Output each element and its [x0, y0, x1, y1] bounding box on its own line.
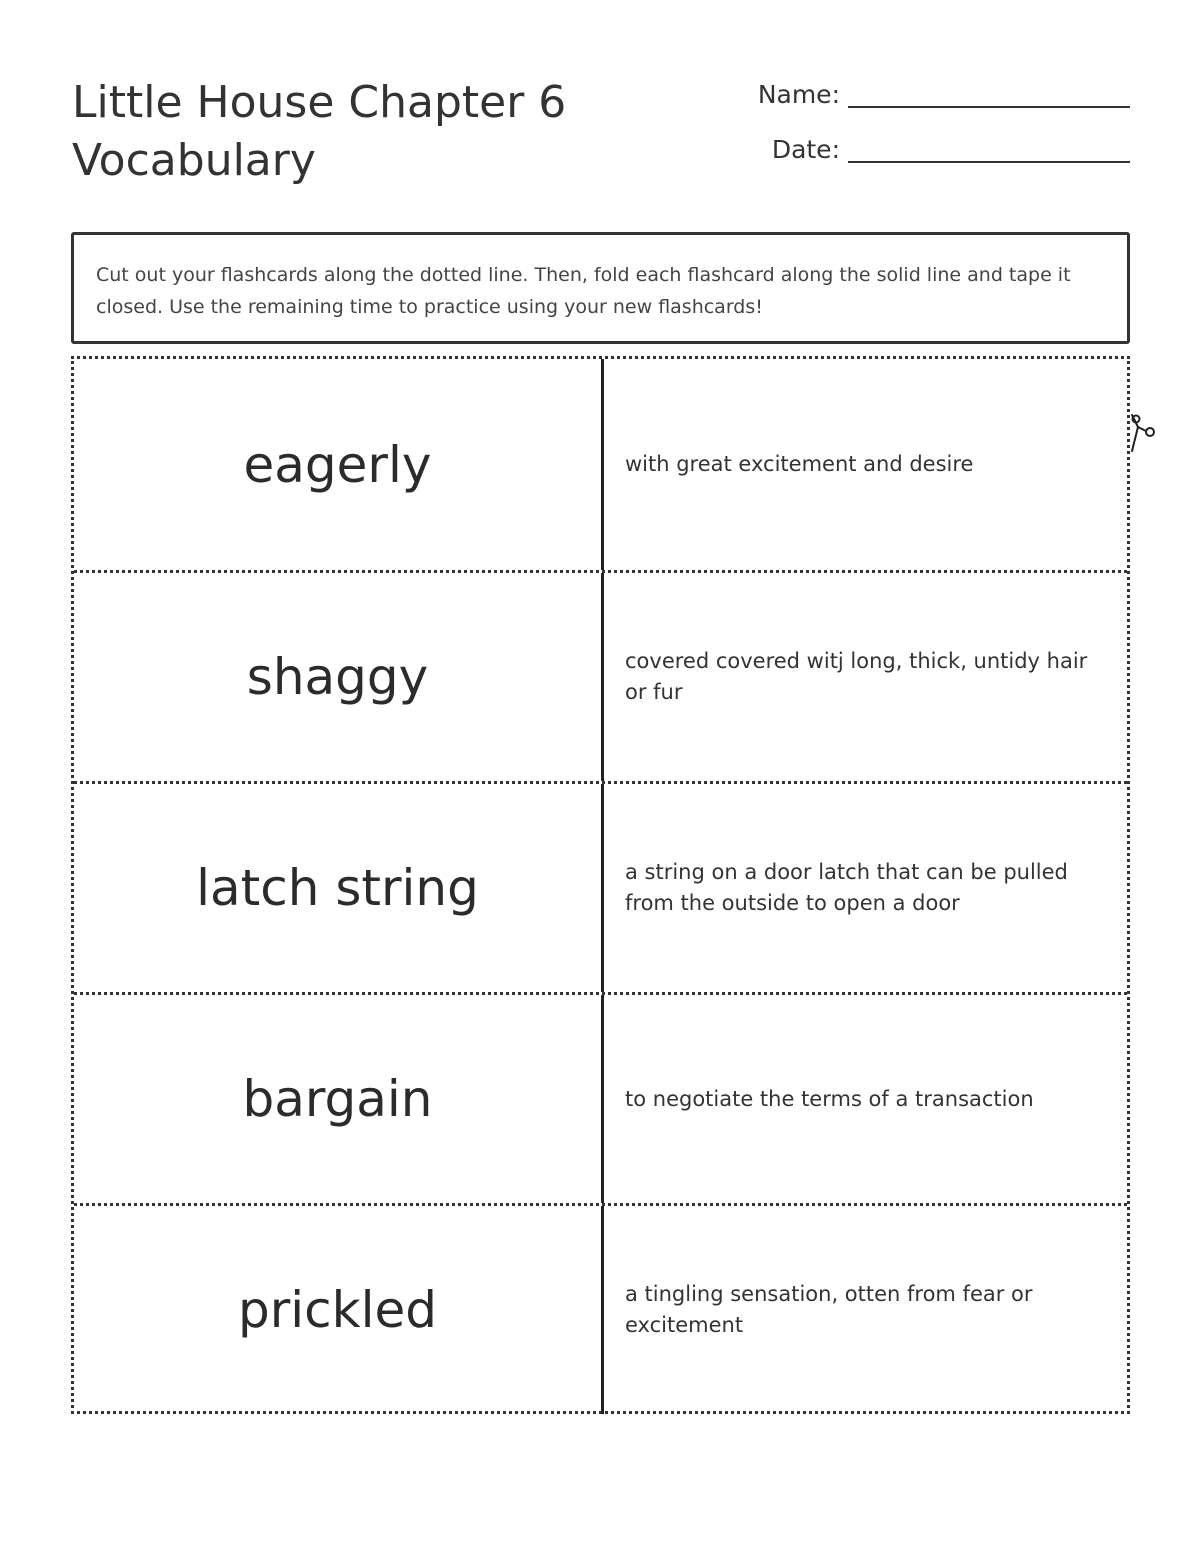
- instructions-box: [71, 232, 1130, 344]
- worksheet-title: [72, 74, 672, 190]
- definition-text: a string on a door latch that can be pulled from the outside to open a door: [625, 860, 1068, 915]
- flashcard-term: prickled: [237, 1281, 438, 1339]
- fold-line: [601, 359, 604, 570]
- definition-text: to negotiate the terms of a transaction: [625, 1086, 1034, 1111]
- flashcard: [74, 1203, 1127, 1414]
- flashcard: [74, 992, 1127, 1203]
- fold-line: [601, 784, 604, 992]
- flashcard-definition: [625, 1206, 1095, 1414]
- flashcard-definition: [625, 995, 1095, 1203]
- flashcard-definition: [625, 359, 1095, 570]
- definition-text: with great excitement and desire: [625, 452, 974, 476]
- scissors-icon: [1124, 413, 1158, 453]
- instructions-text: Cut out your flashcards along the dotted line. Then, fold each flashcard along the solid line and tape it closed. Use the remaining time to practice using your new flashcards!: [96, 264, 1071, 318]
- title-line-2: Vocabulary: [72, 135, 316, 186]
- fold-line: [601, 1206, 604, 1414]
- flashcard: [74, 781, 1127, 992]
- fold-line: [601, 573, 604, 781]
- flashcard-term: bargain: [242, 1070, 433, 1128]
- title-line-1: Little House Chapter 6: [72, 77, 567, 128]
- definition-text: a tingling sensation, otten from fear or excitement: [625, 1282, 1033, 1337]
- flashcard: [74, 359, 1127, 570]
- name-write-line[interactable]: [848, 106, 1130, 108]
- fold-line: [601, 995, 604, 1203]
- date-write-line[interactable]: [848, 161, 1130, 163]
- flashcard: [74, 570, 1127, 781]
- date-label: Date:: [771, 135, 840, 164]
- name-field[interactable]: [758, 80, 1130, 110]
- flashcard-term: eagerly: [243, 435, 432, 494]
- name-label: Name:: [757, 80, 840, 109]
- flashcard-definition: [625, 573, 1095, 781]
- flashcard-grid: [71, 356, 1130, 1414]
- flashcard-definition: [625, 784, 1095, 992]
- definition-text: covered covered witj long, thick, untidy hair or fur: [625, 649, 1088, 704]
- date-field[interactable]: [772, 135, 1130, 165]
- flashcard-term: shaggy: [246, 648, 429, 706]
- flashcard-term: latch string: [196, 859, 479, 917]
